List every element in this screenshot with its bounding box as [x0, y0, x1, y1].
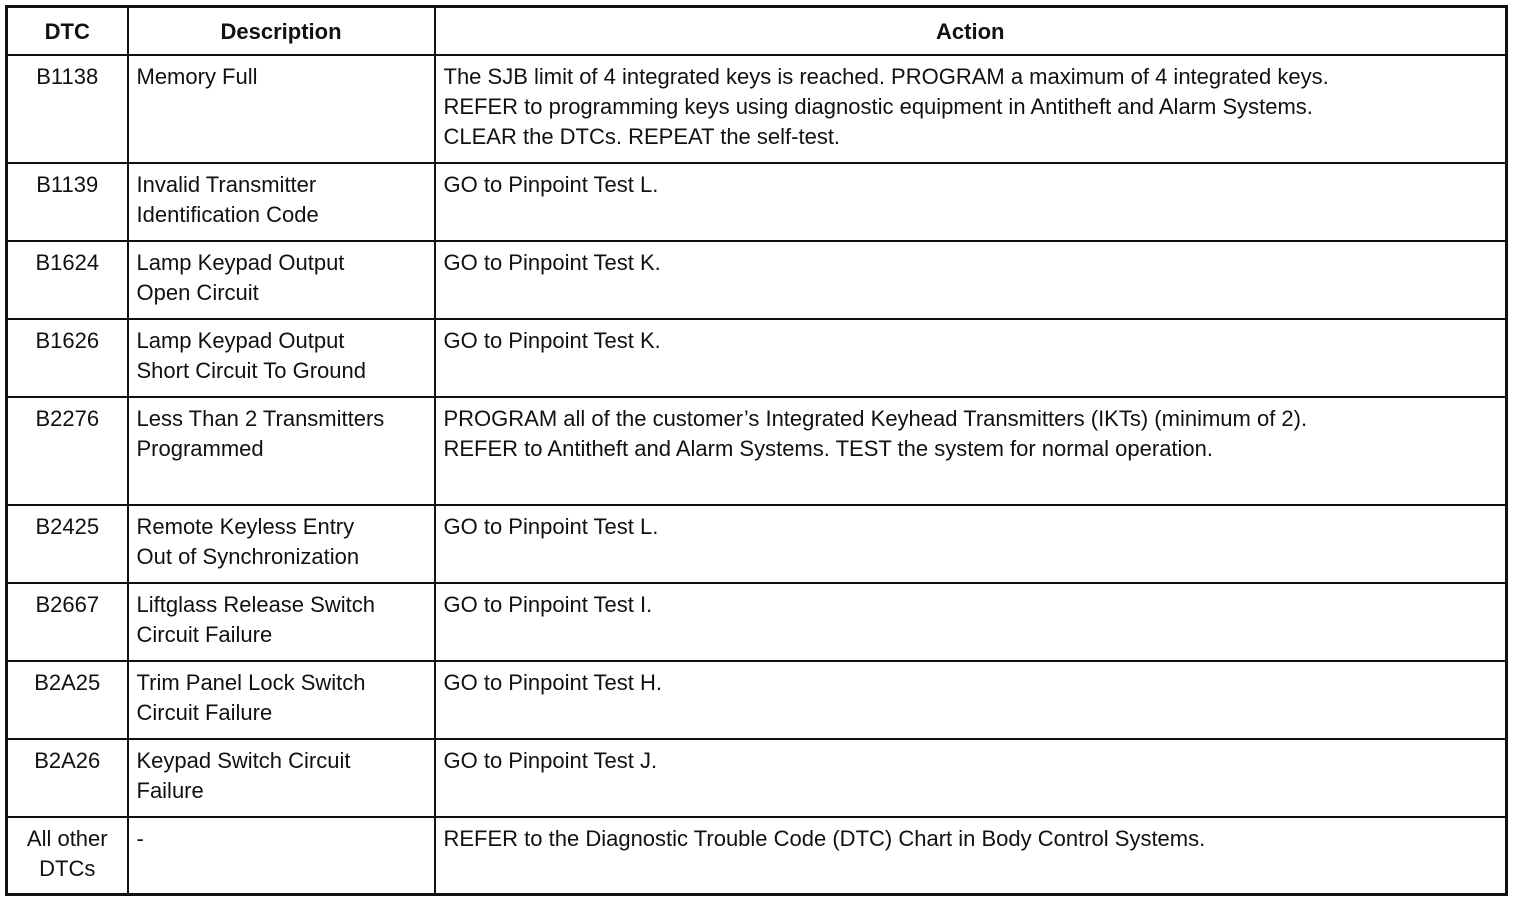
header-description: Description	[128, 7, 435, 55]
header-action: Action	[435, 7, 1507, 55]
dtc-action: The SJB limit of 4 integrated keys is reached. PROGRAM a maximum of 4 integrated keys. REFER to programming keys using diagnostic equipment in Antitheft and Alarm Systems. CLEAR the DTCs. REPEAT the self-test.	[435, 55, 1507, 163]
document-page	[5, 5, 1508, 896]
header-dtc: DTC	[7, 7, 128, 55]
dtc-description: -	[128, 817, 435, 895]
dtc-code: B2276	[7, 397, 128, 505]
dtc-action: GO to Pinpoint Test L.	[435, 505, 1507, 583]
table-row	[7, 739, 1507, 817]
dtc-description: Less Than 2 Transmitters Programmed	[128, 397, 435, 505]
dtc-code: B2425	[7, 505, 128, 583]
table-row	[7, 163, 1507, 241]
table-header-row	[7, 7, 1507, 55]
table-row	[7, 397, 1507, 505]
dtc-code: B1624	[7, 241, 128, 319]
table-row	[7, 505, 1507, 583]
table-row	[7, 817, 1507, 895]
dtc-action: GO to Pinpoint Test K.	[435, 319, 1507, 397]
dtc-table	[5, 5, 1508, 896]
table-row	[7, 583, 1507, 661]
dtc-action: GO to Pinpoint Test H.	[435, 661, 1507, 739]
dtc-description: Lamp Keypad Output Open Circuit	[128, 241, 435, 319]
dtc-action: GO to Pinpoint Test K.	[435, 241, 1507, 319]
dtc-code: B2667	[7, 583, 128, 661]
dtc-code: B1138	[7, 55, 128, 163]
dtc-action: GO to Pinpoint Test I.	[435, 583, 1507, 661]
dtc-description: Invalid Transmitter Identification Code	[128, 163, 435, 241]
table-row	[7, 241, 1507, 319]
table-row	[7, 319, 1507, 397]
dtc-description: Liftglass Release Switch Circuit Failure	[128, 583, 435, 661]
dtc-description: Trim Panel Lock Switch Circuit Failure	[128, 661, 435, 739]
dtc-description: Lamp Keypad Output Short Circuit To Ground	[128, 319, 435, 397]
dtc-action: GO to Pinpoint Test L.	[435, 163, 1507, 241]
table-row	[7, 661, 1507, 739]
dtc-code: B2A25	[7, 661, 128, 739]
dtc-action: GO to Pinpoint Test J.	[435, 739, 1507, 817]
dtc-code: All other DTCs	[7, 817, 128, 895]
dtc-code: B1626	[7, 319, 128, 397]
dtc-code: B2A26	[7, 739, 128, 817]
dtc-action: REFER to the Diagnostic Trouble Code (DTC) Chart in Body Control Systems.	[435, 817, 1507, 895]
dtc-description: Remote Keyless Entry Out of Synchronization	[128, 505, 435, 583]
dtc-description: Keypad Switch Circuit Failure	[128, 739, 435, 817]
dtc-action: PROGRAM all of the customer’s Integrated Keyhead Transmitters (IKTs) (minimum of 2). REFER to Antitheft and Alarm Systems. TEST the system for normal operation.	[435, 397, 1507, 505]
dtc-description: Memory Full	[128, 55, 435, 163]
dtc-code: B1139	[7, 163, 128, 241]
table-row	[7, 55, 1507, 163]
